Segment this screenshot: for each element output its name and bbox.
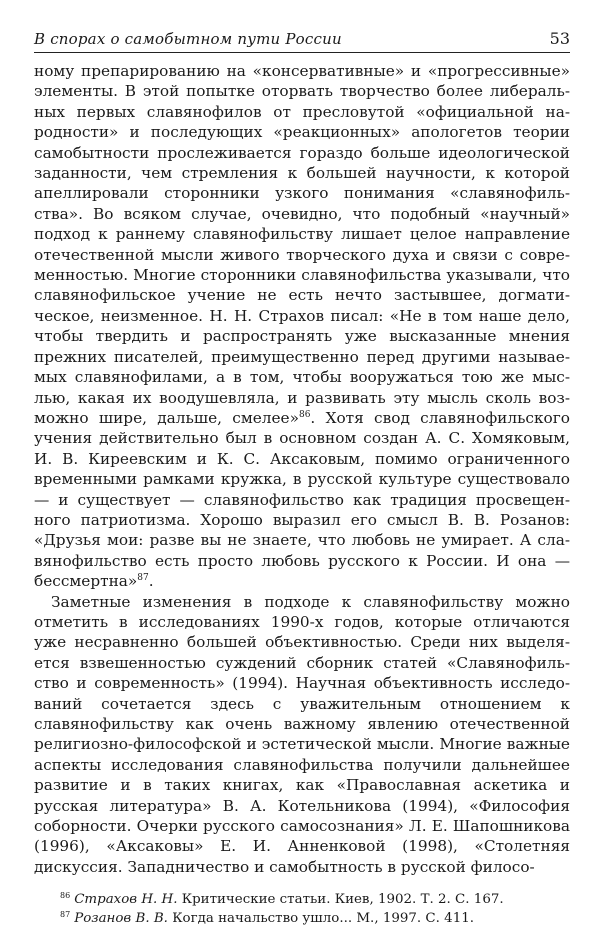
footnote-ref-87[interactable]: 87 [137,573,149,584]
main-text [34,61,570,877]
paragraph-text: . [148,572,154,591]
footnote-ref-86[interactable]: 86 [298,409,311,420]
footnote-author: Розанов В. В. [74,911,168,927]
paragraph-1 [34,61,570,592]
footnote-text: Когда начальство ушло... М., 1997. С. 411. [167,911,474,927]
footnote-87 [60,909,570,928]
running-head-title: В спорах о самобытном пути России [34,30,342,48]
paragraph-text: Заметные изменения в подходе к славянофильству можно отметить в исследованиях 1990-х годов, которые отличаются уже несравненно большей объективностью. Среди них выделяется взвешенностью суждений сборник статей «Славянофильство и современность» (1994). Научная объективность исследований сочетается здесь с уважительным отношением к славянофильству как очень важному явлению отечественной религиозно-философской и эстетической мысли. Многие важные аспекты исследования славянофильства получили дальнейшее развитие и в таких книгах, как «Православная аскетика и русская литература» В. А. Котельникова (1994), «Философия соборности. Очерки русского самосознания» Л. Е. Шапошникова (1996), «Аксаковы» Е. И. Анненковой (1998), «Столетняя дискуссия. Западничество и самобытность в русской филосо- [34,592,570,876]
footnote-number: 86 [60,891,71,901]
paragraph-2 [34,592,570,878]
footnote-86 [60,890,570,909]
footnotes [34,890,570,928]
footnote-text: Критические статьи. Киев, 1902. Т. 2. С. 167. [177,892,504,908]
footnote-author: Страхов Н. Н. [74,892,178,908]
page-number: 53 [549,29,570,48]
paragraph-text: ному препарированию на «консервативные» и «прогрессивные» элементы. В этой попытке оторвать творчество более либеральных первых славянофилов от пресловутой «официальной народности» и последующих «реакционных» апологетов теории самобытности прослеживается гораздо больше идеологической заданности, чем стремления к большей научности, к которой апеллировали сторонники узкого понимания «славянофильства». Во всяком случае, очевидно, что подобный «научный» подход к раннему славянофильству лишает целое направление отечественной мысли живого творческого духа и связи с современностью. Многие сторонники славянофильства указывали, что славянофильское учение не есть нечто застывшее, догматическое, неизменное. Н. Н. Страхов писал: «Не в том наше дело, чтобы твердить и распространять уже высказанные мнения прежних писателей, преимущественно перед другими называемых славянофилами, а в том, чтобы вооружаться тою же мыслью, какая их воодушевляла, и развивать эту мысль сколь возможно шире, дальше, смелее» [34,62,570,427]
paragraph-text: . Хотя свод славянофильского учения действительно был в основном создан А. С. Хомяковым, И. В. Киреевским и К. С. Аксаковым, помимо ограниченного временными рамками кружка, в русской культуре существовало — и существует — славянофильство как традиция просвещенного патриотизма. Хорошо выразил его смысл В. В. Розанов: «Друзья мои: разве вы не знаете, что любовь не умирает. А славянофильство есть просто любовь русского к России. И она — бессмертна» [34,408,570,591]
book-page [34,28,570,928]
footnote-number: 87 [60,910,71,920]
running-head [34,28,570,53]
